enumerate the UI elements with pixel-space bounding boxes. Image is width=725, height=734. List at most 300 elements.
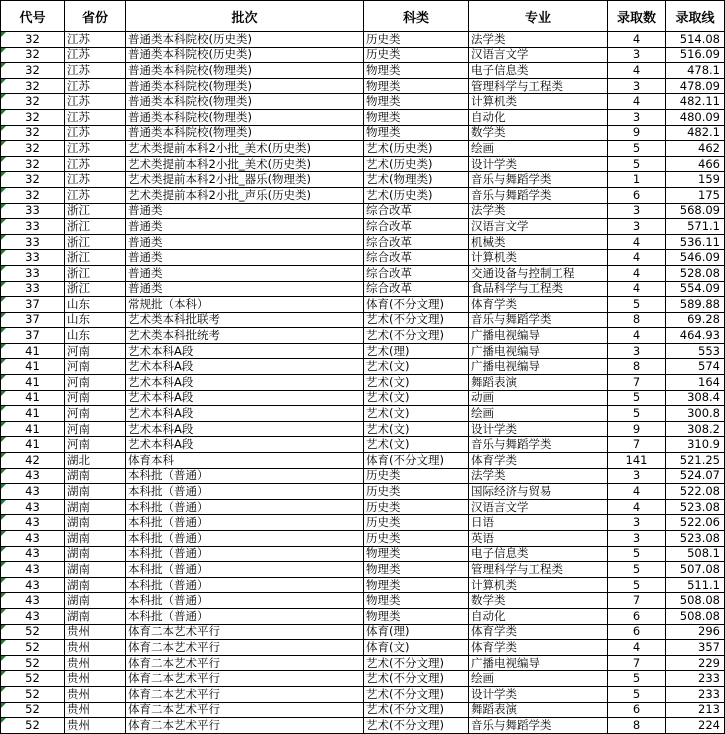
cell-batch[interactable]: 体育本科 bbox=[126, 453, 364, 469]
cell-province[interactable]: 江苏 bbox=[65, 78, 126, 94]
cell-subject[interactable]: 艺术(文) bbox=[364, 390, 469, 406]
cell-code[interactable]: 32 bbox=[1, 141, 65, 157]
cell-batch[interactable]: 艺术类本科批联考 bbox=[126, 312, 364, 328]
cell-major[interactable]: 汉语言文学 bbox=[469, 499, 608, 515]
cell-major[interactable]: 电子信息类 bbox=[469, 63, 608, 79]
cell-major[interactable]: 舞蹈表演 bbox=[469, 375, 608, 391]
cell-count[interactable]: 4 bbox=[608, 281, 666, 297]
cell-province[interactable]: 河南 bbox=[65, 437, 126, 453]
cell-score[interactable]: 554.09 bbox=[666, 281, 725, 297]
cell-province[interactable]: 山东 bbox=[65, 312, 126, 328]
cell-major[interactable]: 数学类 bbox=[469, 593, 608, 609]
cell-major[interactable]: 管理科学与工程类 bbox=[469, 78, 608, 94]
cell-code[interactable]: 41 bbox=[1, 421, 65, 437]
cell-batch[interactable]: 普通类本科院校(历史类) bbox=[126, 32, 364, 48]
cell-count[interactable]: 5 bbox=[608, 562, 666, 578]
cell-batch[interactable]: 体育二本艺术平行 bbox=[126, 718, 364, 734]
cell-code[interactable]: 32 bbox=[1, 63, 65, 79]
cell-batch[interactable]: 本科批（普通） bbox=[126, 608, 364, 624]
cell-code[interactable]: 52 bbox=[1, 624, 65, 640]
cell-code[interactable]: 33 bbox=[1, 281, 65, 297]
cell-count[interactable]: 5 bbox=[608, 406, 666, 422]
cell-count[interactable]: 5 bbox=[608, 577, 666, 593]
cell-subject[interactable]: 艺术(历史类) bbox=[364, 156, 469, 172]
cell-score[interactable]: 357 bbox=[666, 640, 725, 656]
cell-subject[interactable]: 艺术(不分文理) bbox=[364, 686, 469, 702]
cell-subject[interactable]: 艺术(不分文理) bbox=[364, 655, 469, 671]
cell-score[interactable]: 568.09 bbox=[666, 203, 725, 219]
cell-batch[interactable]: 体育二本艺术平行 bbox=[126, 640, 364, 656]
cell-code[interactable]: 32 bbox=[1, 125, 65, 141]
cell-batch[interactable]: 普通类本科院校(物理类) bbox=[126, 78, 364, 94]
cell-subject[interactable]: 综合改革 bbox=[364, 219, 469, 235]
cell-code[interactable]: 41 bbox=[1, 437, 65, 453]
cell-province[interactable]: 江苏 bbox=[65, 141, 126, 157]
cell-count[interactable]: 3 bbox=[608, 515, 666, 531]
cell-batch[interactable]: 体育二本艺术平行 bbox=[126, 686, 364, 702]
cell-major[interactable]: 自动化 bbox=[469, 109, 608, 125]
cell-count[interactable]: 1 bbox=[608, 172, 666, 188]
cell-score[interactable]: 508.08 bbox=[666, 608, 725, 624]
cell-subject[interactable]: 物理类 bbox=[364, 125, 469, 141]
cell-province[interactable]: 湖南 bbox=[65, 499, 126, 515]
cell-province[interactable]: 湖南 bbox=[65, 593, 126, 609]
cell-subject[interactable]: 艺术(文) bbox=[364, 375, 469, 391]
cell-subject[interactable]: 物理类 bbox=[364, 78, 469, 94]
cell-count[interactable]: 8 bbox=[608, 312, 666, 328]
cell-major[interactable]: 设计学类 bbox=[469, 421, 608, 437]
cell-major[interactable]: 自动化 bbox=[469, 608, 608, 624]
cell-subject[interactable]: 体育(理) bbox=[364, 624, 469, 640]
cell-major[interactable]: 电子信息类 bbox=[469, 546, 608, 562]
cell-code[interactable]: 37 bbox=[1, 297, 65, 313]
cell-code[interactable]: 43 bbox=[1, 546, 65, 562]
cell-score[interactable]: 482.1 bbox=[666, 125, 725, 141]
cell-province[interactable]: 浙江 bbox=[65, 281, 126, 297]
cell-score[interactable]: 308.4 bbox=[666, 390, 725, 406]
cell-count[interactable]: 6 bbox=[608, 624, 666, 640]
cell-major[interactable]: 汉语言文学 bbox=[469, 219, 608, 235]
cell-subject[interactable]: 艺术(不分文理) bbox=[364, 671, 469, 687]
cell-code[interactable]: 43 bbox=[1, 499, 65, 515]
cell-province[interactable]: 湖南 bbox=[65, 577, 126, 593]
cell-batch[interactable]: 艺术本科A段 bbox=[126, 375, 364, 391]
cell-score[interactable]: 480.09 bbox=[666, 109, 725, 125]
cell-subject[interactable]: 综合改革 bbox=[364, 203, 469, 219]
cell-subject[interactable]: 物理类 bbox=[364, 109, 469, 125]
cell-code[interactable]: 32 bbox=[1, 94, 65, 110]
cell-subject[interactable]: 艺术(不分文理) bbox=[364, 328, 469, 344]
cell-score[interactable]: 478.09 bbox=[666, 78, 725, 94]
cell-code[interactable]: 41 bbox=[1, 343, 65, 359]
cell-subject[interactable]: 综合改革 bbox=[364, 281, 469, 297]
cell-major[interactable]: 绘画 bbox=[469, 671, 608, 687]
cell-count[interactable]: 141 bbox=[608, 453, 666, 469]
cell-batch[interactable]: 艺术类提前本科2小批_器乐(物理类) bbox=[126, 172, 364, 188]
cell-batch[interactable]: 艺术类本科批统考 bbox=[126, 328, 364, 344]
cell-batch[interactable]: 普通类 bbox=[126, 203, 364, 219]
cell-subject[interactable]: 物理类 bbox=[364, 593, 469, 609]
cell-batch[interactable]: 本科批（普通） bbox=[126, 499, 364, 515]
cell-batch[interactable]: 普通类本科院校(物理类) bbox=[126, 63, 364, 79]
cell-province[interactable]: 山东 bbox=[65, 297, 126, 313]
cell-code[interactable]: 33 bbox=[1, 250, 65, 266]
cell-province[interactable]: 江苏 bbox=[65, 94, 126, 110]
cell-code[interactable]: 33 bbox=[1, 219, 65, 235]
cell-subject[interactable]: 体育(文) bbox=[364, 640, 469, 656]
cell-score[interactable]: 482.11 bbox=[666, 94, 725, 110]
cell-batch[interactable]: 本科批（普通） bbox=[126, 484, 364, 500]
cell-major[interactable]: 体育学类 bbox=[469, 297, 608, 313]
cell-score[interactable]: 589.88 bbox=[666, 297, 725, 313]
cell-major[interactable]: 音乐与舞蹈学类 bbox=[469, 172, 608, 188]
cell-batch[interactable]: 普通类本科院校(物理类) bbox=[126, 94, 364, 110]
cell-province[interactable]: 河南 bbox=[65, 421, 126, 437]
cell-province[interactable]: 贵州 bbox=[65, 671, 126, 687]
cell-province[interactable]: 河南 bbox=[65, 343, 126, 359]
cell-count[interactable]: 3 bbox=[608, 47, 666, 63]
cell-province[interactable]: 湖南 bbox=[65, 468, 126, 484]
cell-count[interactable]: 3 bbox=[608, 109, 666, 125]
cell-subject[interactable]: 体育(不分文理) bbox=[364, 297, 469, 313]
cell-count[interactable]: 4 bbox=[608, 250, 666, 266]
cell-province[interactable]: 湖南 bbox=[65, 531, 126, 547]
cell-code[interactable]: 43 bbox=[1, 562, 65, 578]
cell-province[interactable]: 浙江 bbox=[65, 250, 126, 266]
cell-count[interactable]: 6 bbox=[608, 187, 666, 203]
cell-subject[interactable]: 历史类 bbox=[364, 484, 469, 500]
cell-province[interactable]: 山东 bbox=[65, 328, 126, 344]
cell-count[interactable]: 7 bbox=[608, 655, 666, 671]
cell-code[interactable]: 33 bbox=[1, 203, 65, 219]
cell-score[interactable]: 546.09 bbox=[666, 250, 725, 266]
cell-major[interactable]: 食品科学与工程类 bbox=[469, 281, 608, 297]
cell-code[interactable]: 37 bbox=[1, 328, 65, 344]
cell-major[interactable]: 交通设备与控制工程 bbox=[469, 265, 608, 281]
cell-batch[interactable]: 本科批（普通） bbox=[126, 515, 364, 531]
cell-subject[interactable]: 历史类 bbox=[364, 531, 469, 547]
cell-batch[interactable]: 普通类 bbox=[126, 234, 364, 250]
cell-batch[interactable]: 本科批（普通） bbox=[126, 546, 364, 562]
cell-subject[interactable]: 艺术(不分文理) bbox=[364, 718, 469, 734]
cell-major[interactable]: 广播电视编导 bbox=[469, 655, 608, 671]
cell-subject[interactable]: 历史类 bbox=[364, 468, 469, 484]
cell-batch[interactable]: 本科批（普通） bbox=[126, 577, 364, 593]
cell-code[interactable]: 32 bbox=[1, 78, 65, 94]
cell-province[interactable]: 江苏 bbox=[65, 187, 126, 203]
cell-score[interactable]: 229 bbox=[666, 655, 725, 671]
cell-code[interactable]: 43 bbox=[1, 515, 65, 531]
cell-code[interactable]: 43 bbox=[1, 593, 65, 609]
cell-subject[interactable]: 物理类 bbox=[364, 63, 469, 79]
cell-code[interactable]: 42 bbox=[1, 453, 65, 469]
cell-province[interactable]: 河南 bbox=[65, 375, 126, 391]
cell-subject[interactable]: 物理类 bbox=[364, 577, 469, 593]
cell-batch[interactable]: 艺术本科A段 bbox=[126, 406, 364, 422]
cell-batch[interactable]: 本科批（普通） bbox=[126, 468, 364, 484]
cell-subject[interactable]: 艺术(历史类) bbox=[364, 141, 469, 157]
cell-province[interactable]: 湖北 bbox=[65, 453, 126, 469]
cell-province[interactable]: 贵州 bbox=[65, 702, 126, 718]
cell-province[interactable]: 湖南 bbox=[65, 608, 126, 624]
cell-subject[interactable]: 艺术(不分文理) bbox=[364, 702, 469, 718]
cell-major[interactable]: 计算机类 bbox=[469, 94, 608, 110]
cell-score[interactable]: 521.25 bbox=[666, 453, 725, 469]
cell-score[interactable]: 508.08 bbox=[666, 593, 725, 609]
cell-province[interactable]: 江苏 bbox=[65, 32, 126, 48]
cell-major[interactable]: 绘画 bbox=[469, 406, 608, 422]
cell-batch[interactable]: 普通类本科院校(物理类) bbox=[126, 109, 364, 125]
cell-province[interactable]: 浙江 bbox=[65, 219, 126, 235]
cell-code[interactable]: 32 bbox=[1, 172, 65, 188]
cell-count[interactable]: 3 bbox=[608, 468, 666, 484]
cell-batch[interactable]: 常规批（本科） bbox=[126, 297, 364, 313]
cell-subject[interactable]: 物理类 bbox=[364, 546, 469, 562]
cell-batch[interactable]: 体育二本艺术平行 bbox=[126, 624, 364, 640]
cell-count[interactable]: 6 bbox=[608, 608, 666, 624]
cell-count[interactable]: 4 bbox=[608, 328, 666, 344]
cell-score[interactable]: 310.9 bbox=[666, 437, 725, 453]
cell-major[interactable]: 数学类 bbox=[469, 125, 608, 141]
cell-major[interactable]: 广播电视编导 bbox=[469, 343, 608, 359]
cell-major[interactable]: 汉语言文学 bbox=[469, 47, 608, 63]
cell-province[interactable]: 河南 bbox=[65, 390, 126, 406]
cell-batch[interactable]: 本科批（普通） bbox=[126, 562, 364, 578]
cell-province[interactable]: 江苏 bbox=[65, 172, 126, 188]
cell-count[interactable]: 4 bbox=[608, 484, 666, 500]
cell-code[interactable]: 33 bbox=[1, 234, 65, 250]
cell-province[interactable]: 江苏 bbox=[65, 156, 126, 172]
cell-province[interactable]: 江苏 bbox=[65, 63, 126, 79]
cell-count[interactable]: 6 bbox=[608, 702, 666, 718]
cell-score[interactable]: 522.06 bbox=[666, 515, 725, 531]
cell-subject[interactable]: 艺术(不分文理) bbox=[364, 312, 469, 328]
cell-score[interactable]: 213 bbox=[666, 702, 725, 718]
cell-subject[interactable]: 历史类 bbox=[364, 499, 469, 515]
cell-subject[interactable]: 体育(不分文理) bbox=[364, 453, 469, 469]
cell-province[interactable]: 浙江 bbox=[65, 203, 126, 219]
cell-count[interactable]: 4 bbox=[608, 63, 666, 79]
cell-major[interactable]: 音乐与舞蹈学类 bbox=[469, 437, 608, 453]
cell-subject[interactable]: 综合改革 bbox=[364, 250, 469, 266]
cell-score[interactable]: 478.1 bbox=[666, 63, 725, 79]
cell-score[interactable]: 224 bbox=[666, 718, 725, 734]
cell-batch[interactable]: 普通类本科院校(物理类) bbox=[126, 125, 364, 141]
cell-major[interactable]: 绘画 bbox=[469, 141, 608, 157]
cell-province[interactable]: 贵州 bbox=[65, 624, 126, 640]
cell-major[interactable]: 法学类 bbox=[469, 32, 608, 48]
cell-code[interactable]: 52 bbox=[1, 655, 65, 671]
cell-count[interactable]: 8 bbox=[608, 359, 666, 375]
cell-count[interactable]: 5 bbox=[608, 297, 666, 313]
cell-count[interactable]: 5 bbox=[608, 686, 666, 702]
cell-batch[interactable]: 艺术本科A段 bbox=[126, 390, 364, 406]
cell-code[interactable]: 52 bbox=[1, 640, 65, 656]
cell-batch[interactable]: 本科批（普通） bbox=[126, 531, 364, 547]
cell-code[interactable]: 43 bbox=[1, 531, 65, 547]
cell-batch[interactable]: 体育二本艺术平行 bbox=[126, 671, 364, 687]
cell-major[interactable]: 机械类 bbox=[469, 234, 608, 250]
cell-code[interactable]: 52 bbox=[1, 686, 65, 702]
cell-batch[interactable]: 艺术类提前本科2小批_美术(历史类) bbox=[126, 156, 364, 172]
cell-score[interactable]: 69.28 bbox=[666, 312, 725, 328]
cell-count[interactable]: 5 bbox=[608, 546, 666, 562]
cell-subject[interactable]: 物理类 bbox=[364, 608, 469, 624]
cell-province[interactable]: 河南 bbox=[65, 359, 126, 375]
cell-code[interactable]: 32 bbox=[1, 47, 65, 63]
cell-major[interactable]: 管理科学与工程类 bbox=[469, 562, 608, 578]
cell-code[interactable]: 33 bbox=[1, 265, 65, 281]
cell-score[interactable]: 508.1 bbox=[666, 546, 725, 562]
cell-major[interactable]: 国际经济与贸易 bbox=[469, 484, 608, 500]
cell-score[interactable]: 528.08 bbox=[666, 265, 725, 281]
cell-subject[interactable]: 艺术(文) bbox=[364, 359, 469, 375]
cell-batch[interactable]: 艺术类提前本科2小批_声乐(历史类) bbox=[126, 187, 364, 203]
cell-score[interactable]: 553 bbox=[666, 343, 725, 359]
cell-province[interactable]: 湖南 bbox=[65, 515, 126, 531]
cell-major[interactable]: 体育学类 bbox=[469, 624, 608, 640]
cell-province[interactable]: 湖南 bbox=[65, 562, 126, 578]
cell-score[interactable]: 159 bbox=[666, 172, 725, 188]
cell-score[interactable]: 233 bbox=[666, 671, 725, 687]
cell-province[interactable]: 江苏 bbox=[65, 47, 126, 63]
cell-batch[interactable]: 体育二本艺术平行 bbox=[126, 655, 364, 671]
cell-batch[interactable]: 艺术本科A段 bbox=[126, 359, 364, 375]
cell-score[interactable]: 296 bbox=[666, 624, 725, 640]
cell-code[interactable]: 41 bbox=[1, 406, 65, 422]
cell-score[interactable]: 507.08 bbox=[666, 562, 725, 578]
cell-score[interactable]: 571.1 bbox=[666, 219, 725, 235]
cell-count[interactable]: 3 bbox=[608, 531, 666, 547]
cell-major[interactable]: 法学类 bbox=[469, 468, 608, 484]
cell-major[interactable]: 音乐与舞蹈学类 bbox=[469, 187, 608, 203]
cell-score[interactable]: 524.07 bbox=[666, 468, 725, 484]
cell-province[interactable]: 贵州 bbox=[65, 655, 126, 671]
cell-major[interactable]: 广播电视编导 bbox=[469, 359, 608, 375]
cell-subject[interactable]: 历史类 bbox=[364, 47, 469, 63]
cell-code[interactable]: 52 bbox=[1, 671, 65, 687]
cell-batch[interactable]: 体育二本艺术平行 bbox=[126, 702, 364, 718]
cell-province[interactable]: 浙江 bbox=[65, 265, 126, 281]
cell-score[interactable]: 574 bbox=[666, 359, 725, 375]
cell-major[interactable]: 计算机类 bbox=[469, 577, 608, 593]
cell-code[interactable]: 52 bbox=[1, 702, 65, 718]
cell-major[interactable]: 设计学类 bbox=[469, 156, 608, 172]
cell-province[interactable]: 湖南 bbox=[65, 546, 126, 562]
cell-subject[interactable]: 艺术(物理类) bbox=[364, 172, 469, 188]
cell-province[interactable]: 河南 bbox=[65, 406, 126, 422]
cell-score[interactable]: 300.8 bbox=[666, 406, 725, 422]
cell-count[interactable]: 4 bbox=[608, 32, 666, 48]
cell-count[interactable]: 4 bbox=[608, 265, 666, 281]
cell-subject[interactable]: 综合改革 bbox=[364, 234, 469, 250]
cell-count[interactable]: 7 bbox=[608, 593, 666, 609]
cell-batch[interactable]: 普通类 bbox=[126, 281, 364, 297]
cell-code[interactable]: 43 bbox=[1, 468, 65, 484]
cell-subject[interactable]: 艺术(文) bbox=[364, 437, 469, 453]
cell-count[interactable]: 5 bbox=[608, 141, 666, 157]
cell-score[interactable]: 523.08 bbox=[666, 499, 725, 515]
cell-count[interactable]: 5 bbox=[608, 390, 666, 406]
cell-count[interactable]: 9 bbox=[608, 125, 666, 141]
cell-count[interactable]: 4 bbox=[608, 234, 666, 250]
cell-count[interactable]: 4 bbox=[608, 499, 666, 515]
cell-code[interactable]: 41 bbox=[1, 390, 65, 406]
cell-batch[interactable]: 艺术本科A段 bbox=[126, 437, 364, 453]
cell-code[interactable]: 41 bbox=[1, 359, 65, 375]
cell-count[interactable]: 3 bbox=[608, 219, 666, 235]
cell-count[interactable]: 9 bbox=[608, 421, 666, 437]
cell-subject[interactable]: 艺术(文) bbox=[364, 406, 469, 422]
cell-major[interactable]: 设计学类 bbox=[469, 686, 608, 702]
cell-major[interactable]: 计算机类 bbox=[469, 250, 608, 266]
cell-batch[interactable]: 普通类本科院校(历史类) bbox=[126, 47, 364, 63]
cell-subject[interactable]: 历史类 bbox=[364, 515, 469, 531]
cell-code[interactable]: 43 bbox=[1, 484, 65, 500]
cell-province[interactable]: 湖南 bbox=[65, 484, 126, 500]
cell-count[interactable]: 3 bbox=[608, 78, 666, 94]
cell-province[interactable]: 江苏 bbox=[65, 109, 126, 125]
cell-count[interactable]: 7 bbox=[608, 375, 666, 391]
cell-score[interactable]: 516.09 bbox=[666, 47, 725, 63]
cell-score[interactable]: 466 bbox=[666, 156, 725, 172]
cell-major[interactable]: 体育学类 bbox=[469, 453, 608, 469]
cell-count[interactable]: 5 bbox=[608, 671, 666, 687]
cell-subject[interactable]: 艺术(文) bbox=[364, 421, 469, 437]
cell-code[interactable]: 52 bbox=[1, 718, 65, 734]
cell-major[interactable]: 体育学类 bbox=[469, 640, 608, 656]
cell-major[interactable]: 英语 bbox=[469, 531, 608, 547]
cell-count[interactable]: 4 bbox=[608, 640, 666, 656]
cell-batch[interactable]: 普通类 bbox=[126, 250, 364, 266]
cell-major[interactable]: 法学类 bbox=[469, 203, 608, 219]
cell-score[interactable]: 308.2 bbox=[666, 421, 725, 437]
cell-province[interactable]: 浙江 bbox=[65, 234, 126, 250]
cell-batch[interactable]: 艺术本科A段 bbox=[126, 343, 364, 359]
cell-score[interactable]: 514.08 bbox=[666, 32, 725, 48]
cell-score[interactable]: 523.08 bbox=[666, 531, 725, 547]
cell-province[interactable]: 贵州 bbox=[65, 640, 126, 656]
cell-province[interactable]: 贵州 bbox=[65, 686, 126, 702]
cell-count[interactable]: 3 bbox=[608, 343, 666, 359]
cell-count[interactable]: 5 bbox=[608, 156, 666, 172]
cell-score[interactable]: 522.08 bbox=[666, 484, 725, 500]
cell-major[interactable]: 动画 bbox=[469, 390, 608, 406]
cell-count[interactable]: 4 bbox=[608, 94, 666, 110]
cell-code[interactable]: 37 bbox=[1, 312, 65, 328]
cell-major[interactable]: 广播电视编导 bbox=[469, 328, 608, 344]
cell-subject[interactable]: 艺术(理) bbox=[364, 343, 469, 359]
cell-batch[interactable]: 普通类 bbox=[126, 219, 364, 235]
cell-major[interactable]: 日语 bbox=[469, 515, 608, 531]
cell-score[interactable]: 511.1 bbox=[666, 577, 725, 593]
cell-batch[interactable]: 艺术本科A段 bbox=[126, 421, 364, 437]
cell-province[interactable]: 江苏 bbox=[65, 125, 126, 141]
cell-count[interactable]: 7 bbox=[608, 437, 666, 453]
cell-subject[interactable]: 综合改革 bbox=[364, 265, 469, 281]
cell-code[interactable]: 32 bbox=[1, 187, 65, 203]
cell-count[interactable]: 3 bbox=[608, 203, 666, 219]
cell-code[interactable]: 32 bbox=[1, 32, 65, 48]
cell-province[interactable]: 贵州 bbox=[65, 718, 126, 734]
cell-score[interactable]: 464.93 bbox=[666, 328, 725, 344]
cell-code[interactable]: 32 bbox=[1, 109, 65, 125]
cell-code[interactable]: 43 bbox=[1, 608, 65, 624]
cell-subject[interactable]: 历史类 bbox=[364, 32, 469, 48]
cell-code[interactable]: 43 bbox=[1, 577, 65, 593]
cell-score[interactable]: 536.11 bbox=[666, 234, 725, 250]
cell-subject[interactable]: 物理类 bbox=[364, 94, 469, 110]
